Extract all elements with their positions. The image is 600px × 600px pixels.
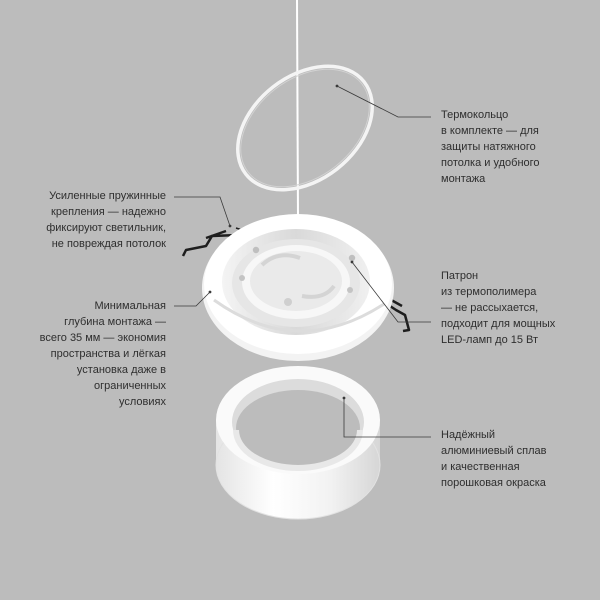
callout-line: порошковая окраска — [441, 477, 546, 489]
callout-socket — [441, 268, 555, 348]
callout-line: глубина монтажа — — [64, 316, 166, 328]
callout-line: защиты натяжного — [441, 141, 536, 153]
callout-line: Патрон — [441, 270, 479, 282]
callout-line: подходит для мощных — [441, 318, 556, 330]
callout-line: LED-ламп до 15 Вт — [441, 334, 539, 346]
callout-depth — [40, 298, 166, 410]
lower-ring — [216, 366, 380, 519]
callout-line: из термополимера — [441, 286, 537, 298]
callout-line: установка даже в — [76, 364, 166, 376]
callout-line: в комплекте — для — [441, 125, 539, 137]
callout-line: монтажа — [441, 173, 486, 185]
callout-line: крепления — надежно — [51, 206, 166, 218]
thermal-ring — [214, 41, 396, 215]
callout-line: Надёжный — [441, 429, 496, 441]
callout-line: Усиленные пружинные — [49, 190, 166, 202]
callout-alloy — [441, 427, 547, 491]
callout-line: и качественная — [441, 461, 520, 473]
leader-spring-clips — [174, 197, 230, 226]
callout-spring-clips — [46, 188, 166, 252]
callout-line: не повреждая потолок — [51, 238, 166, 250]
callout-line: пространства и лёгкая — [50, 348, 166, 360]
fixture-body — [202, 214, 394, 361]
callout-line: условиях — [119, 396, 166, 408]
callout-line: алюминиевый сплав — [441, 445, 547, 457]
callout-line: ограниченных — [94, 380, 166, 392]
callout-thermal-ring — [441, 107, 540, 187]
callout-line: потолка и удобного — [441, 157, 540, 169]
callout-line: Термокольцо — [441, 109, 509, 121]
callout-line: всего 35 мм — экономия — [39, 332, 166, 344]
callout-line: фиксируют светильник, — [46, 222, 166, 234]
leader-thermal-ring — [337, 86, 431, 117]
callout-line: Минимальная — [94, 300, 166, 312]
callout-line: — не рассыхается, — [441, 302, 539, 314]
